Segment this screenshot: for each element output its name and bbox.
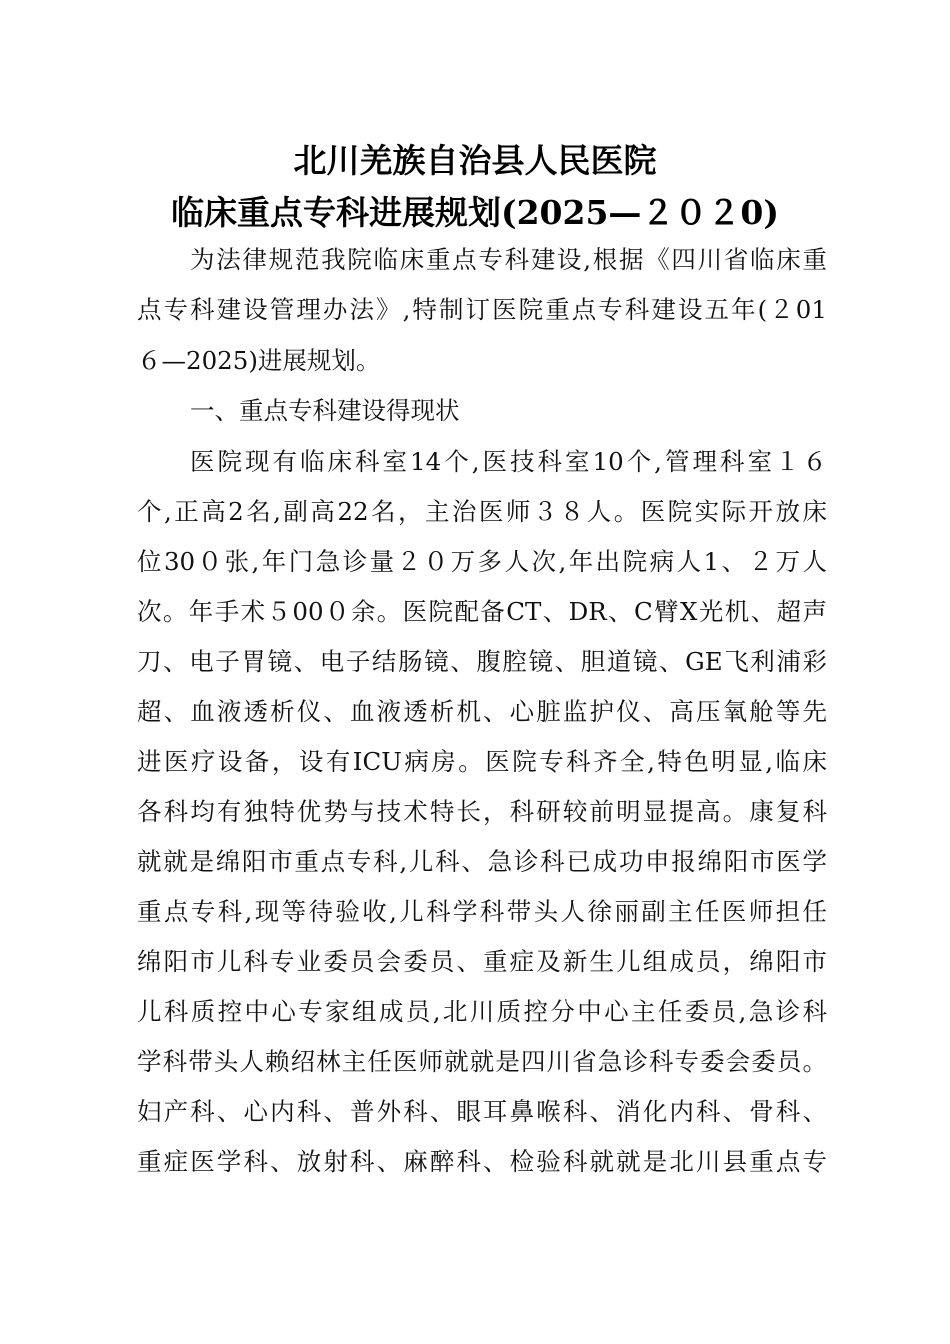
paragraph-line: 绵阳市儿科专业委员会委员、重症及新生儿组成员，绵阳市: [137, 947, 827, 976]
paragraph-line: 超、血液透析仪、血液透析机、心脏监护仪、高压氧舱等先: [137, 697, 827, 726]
paragraph-line: 刀、电子胃镜、电子结肠镜、腹腔镜、胆道镜、GE飞利浦彩: [137, 647, 827, 676]
paragraph-line: 点专科建设管理办法》,特制订医院重点专科建设五年(２01: [137, 295, 827, 324]
paragraph-line: 重症医学科、放射科、麻醉科、检验科就就是北川县重点专: [137, 1147, 827, 1176]
paragraph-line: 次。年手术５00０余。医院配备CT、DR、C臂X光机、超声: [137, 597, 827, 626]
paragraph-line: 重点专科,现等待验收,儿科学科带头人徐丽副主任医师担任: [137, 897, 827, 926]
paragraph-line: 位30０张,年门急诊量２０万多人次,年出院病人1、２万人: [137, 547, 827, 576]
paragraph-line: 医院现有临床科室14个,医技科室10个,管理科室１６: [190, 447, 827, 476]
document-subtitle: 临床重点专科进展规划(2025—２０２0): [170, 193, 780, 232]
paragraph-line: 学科带头人赖绍林主任医师就就是四川省急诊科专委会委员。: [137, 1047, 827, 1076]
paragraph-line: 个,正高2名,副高22名，主治医师３８人。医院实际开放床: [137, 497, 827, 526]
paragraph-line: 各科均有独特优势与技术特长，科研较前明显提高。康复科: [137, 797, 827, 826]
section-heading: 一、重点专科建设得现状: [190, 396, 460, 425]
paragraph-line: 就就是绵阳市重点专科,儿科、急诊科已成功申报绵阳市医学: [137, 847, 827, 876]
document-title: 北川羌族自治县人民医院: [293, 141, 657, 180]
paragraph-line: 进医疗设备，设有ICU病房。医院专科齐全,特色明显,临床: [137, 747, 827, 776]
paragraph-line: 妇产科、心内科、普外科、眼耳鼻喉科、消化内科、骨科、: [137, 1097, 827, 1126]
paragraph-line: 儿科质控中心专家组成员,北川质控分中心主任委员,急诊科: [137, 997, 827, 1026]
paragraph-line: ６—2025)进展规划。: [137, 346, 381, 375]
paragraph-line: 为法律规范我院临床重点专科建设,根据《四川省临床重: [190, 245, 827, 274]
